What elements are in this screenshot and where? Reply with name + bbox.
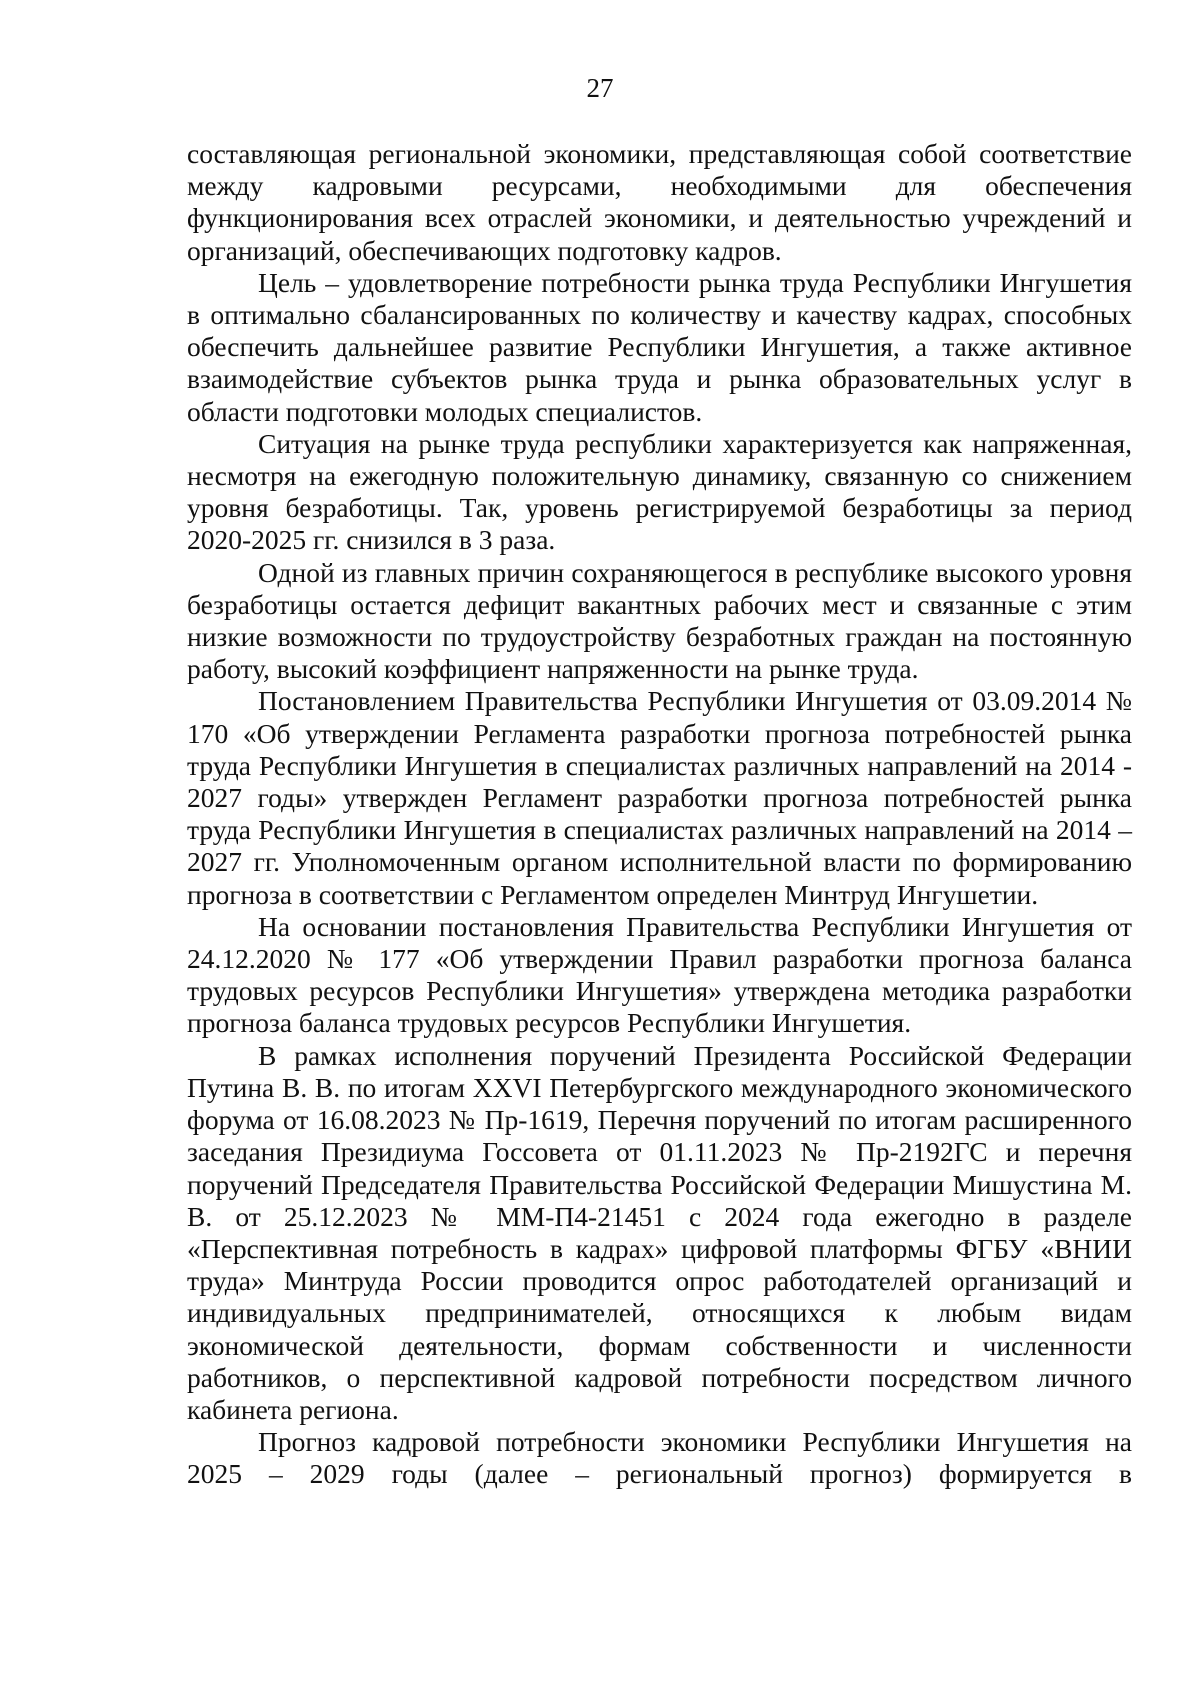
document-body bbox=[187, 138, 1132, 1491]
paragraph-7: В рамках исполнения поручений Президента Российской Федерации Путина В. В. по итогам XXVI Петербургского международного экономического форума от 16.08.2023 № Пр-1619, Перечня поручений по итогам расширенного заседания Президиума Госсовета от 01.11.2023 № Пр-2192ГС и перечня поручений Председателя Правительства Российской Федерации Мишустина М. В. от 25.12.2023 № ММ-П4-21451 с 2024 года ежегодно в разделе «Перспективная потребность в кадрах» цифровой платформы ФГБУ «ВНИИ труда» Минтруда России проводится опрос работодателей организаций и индивидуальных предпринимателей, относящихся к любым видам экономической деятельности, формам собственности и численности работников, о перспективной кадровой потребности посредством личного кабинета региона. bbox=[187, 1039, 1132, 1425]
page-number: 27 bbox=[586, 73, 614, 103]
paragraph-6: На основании постановления Правительства Республики Ингушетия от 24.12.2020 № 177 «Об утверждении Правил разработки прогноза баланса трудовых ресурсов Республики Ингушетия» утверждена методика разработки прогноза баланса трудовых ресурсов Республики Ингушетия. bbox=[187, 910, 1132, 1039]
paragraph-2: Цель – удовлетворение потребности рынка труда Республики Ингушетия в оптимально сбалансированных по количеству и качеству кадрах, способных обеспечить дальнейшее развитие Республики Ингушетия, а также активное взаимодействие субъектов рынка труда и рынка образовательных услуг в области подготовки молодых специалистов. bbox=[187, 266, 1132, 427]
paragraph-5: Постановлением Правительства Республики Ингушетия от 03.09.2014 № 170 «Об утверждении Регламента разработки прогноза потребностей рынка труда Республики Ингушетия в специалистах различных направлений на 2014 - 2027 годы» утвержден Регламент разработки прогноза потребностей рынка труда Республики Ингушетия в специалистах различных направлений на 2014 – 2027 гг. Уполномоченным органом исполнительной власти по формированию прогноза в соответствии с Регламентом определен Минтруд Ингушетии. bbox=[187, 685, 1132, 910]
paragraph-8: Прогноз кадровой потребности экономики Республики Ингушетия на 2025 – 2029 годы (далее – региональный прогноз) формируется в bbox=[187, 1426, 1132, 1490]
paragraph-3: Ситуация на рынке труда республики характеризуется как напряженная, несмотря на ежегодную положительную динамику, связанную со снижением уровня безработицы. Так, уровень регистрируемой безработицы за период 2020-2025 гг. снизился в 3 раза. bbox=[187, 427, 1132, 556]
paragraph-1: составляющая региональной экономики, представляющая собой соответствие между кадровыми ресурсами, необходимыми для обеспечения функционирования всех отраслей экономики, и деятельностью учреждений и организаций, обеспечивающих подготовку кадров. bbox=[187, 138, 1132, 266]
paragraph-4: Одной из главных причин сохраняющегося в республике высокого уровня безработицы остается дефицит вакантных рабочих мест и связанные с этим низкие возможности по трудоустройству безработных граждан на постоянную работу, высокий коэффициент напряженности на рынке труда. bbox=[187, 556, 1132, 685]
